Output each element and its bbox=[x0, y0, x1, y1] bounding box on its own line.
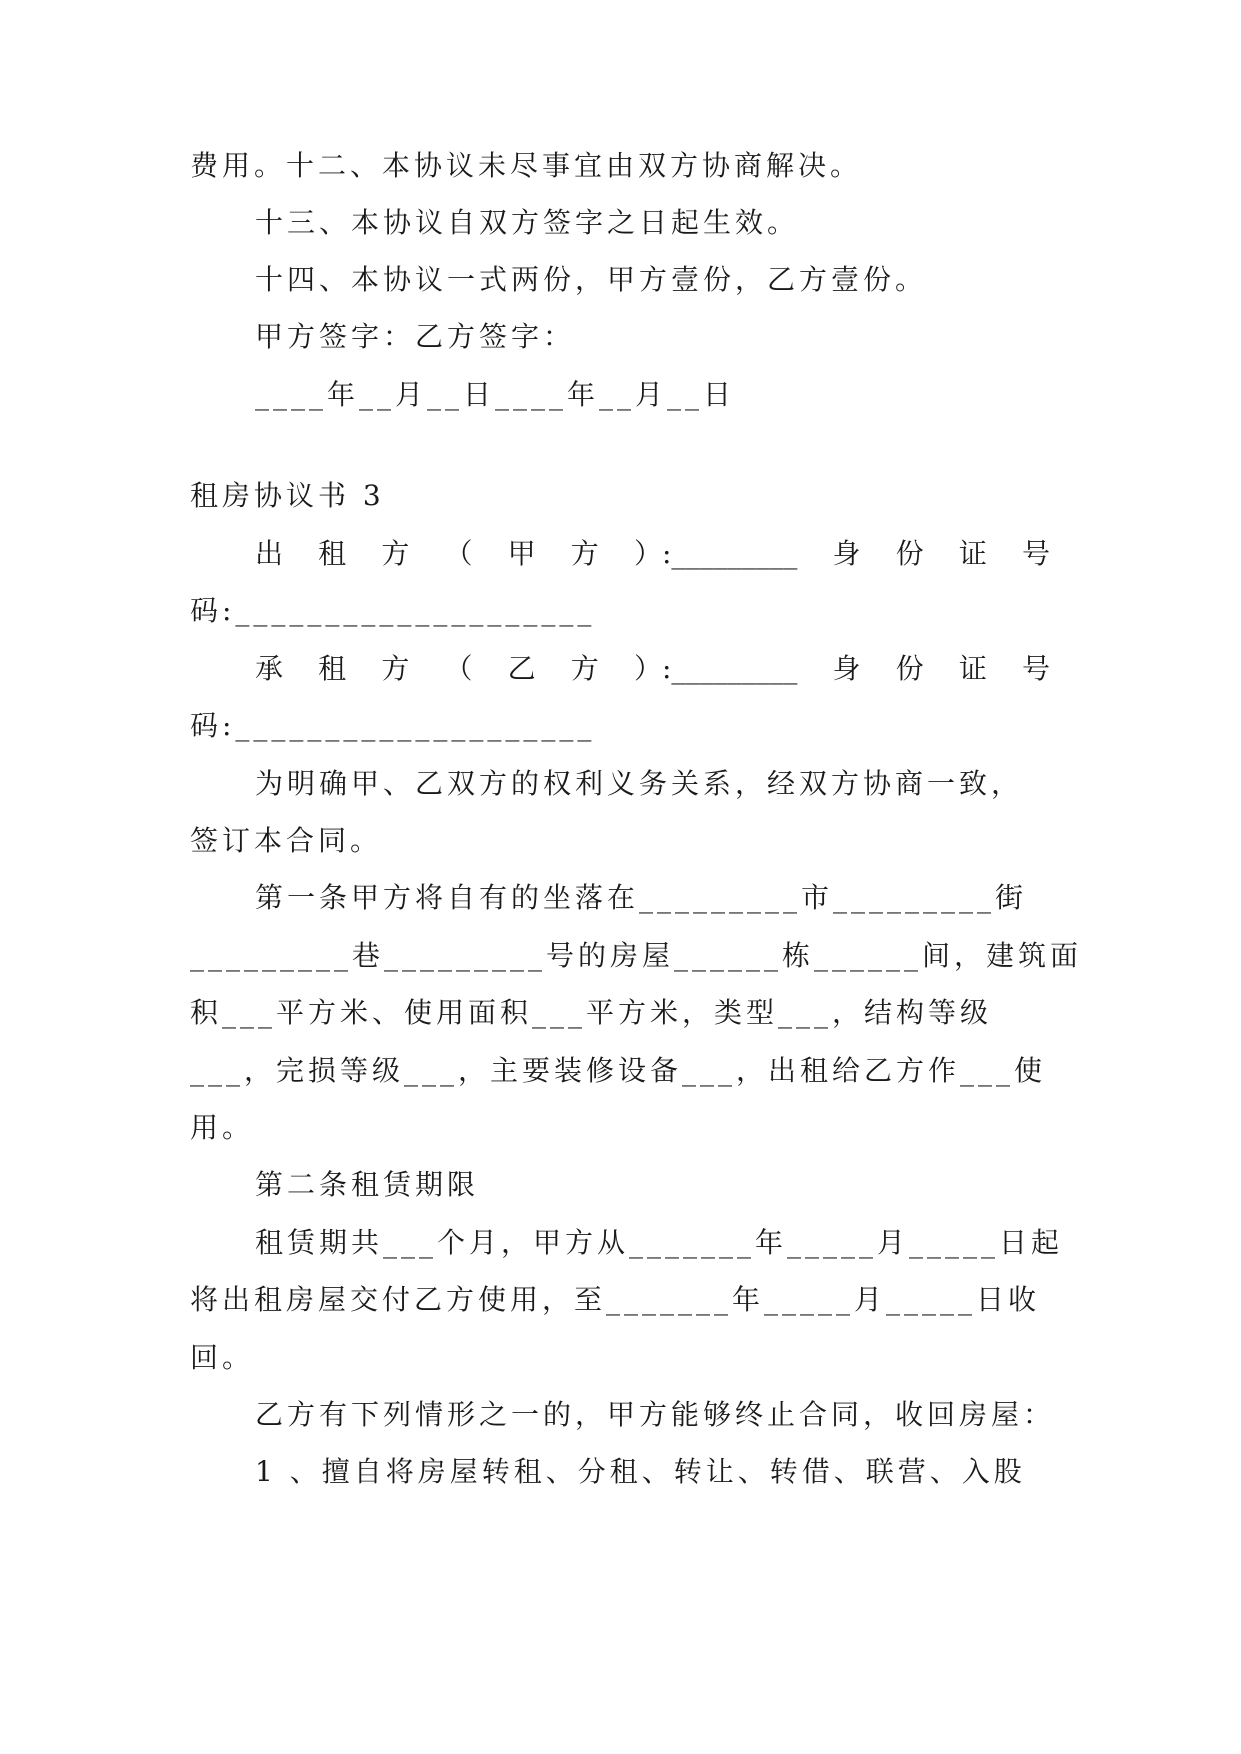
text-line: 第一条甲方将自有的坐落在_________市_________街 bbox=[255, 881, 1028, 914]
lessee-char: 乙 bbox=[507, 652, 536, 685]
lessor-char: 租 bbox=[318, 537, 347, 570]
text-line: 十四、本协议一式两份，甲方壹份，乙方壹份。 bbox=[255, 263, 928, 296]
text-line: 为明确甲、乙双方的权利义务关系，经双方协商一致， bbox=[255, 767, 1024, 800]
lessor-char: 号 bbox=[1021, 537, 1050, 570]
lessor-char: 身 bbox=[832, 537, 861, 570]
text-line: 码:____________________ bbox=[190, 594, 596, 627]
text-line: 用。 bbox=[190, 1111, 255, 1144]
article-heading: 第二条租赁期限 bbox=[255, 1168, 480, 1201]
text-line: 码:____________________ bbox=[190, 709, 596, 742]
lessee-char: （ bbox=[444, 652, 473, 685]
text-line: 租赁期共___个月，甲方从_______年_____月_____日起 bbox=[255, 1226, 1064, 1259]
text-line: 签订本合同。 bbox=[190, 824, 383, 857]
lessor-char: 份 bbox=[895, 537, 924, 570]
text-line: _________巷_________号的房屋______栋______间，建筑面 bbox=[190, 939, 1083, 972]
lessee-char: 承 bbox=[255, 652, 284, 685]
text-line: 1 、擅自将房屋转租、分租、转让、转借、联营、入股 bbox=[255, 1455, 1026, 1488]
lessee-blank: ）:_________ bbox=[633, 652, 798, 685]
lessor-char: 方 bbox=[570, 537, 599, 570]
lessee-char: 身 bbox=[832, 652, 861, 685]
lessor-char: 出 bbox=[255, 537, 284, 570]
lessor-char: 证 bbox=[958, 537, 987, 570]
text-line: ___，完损等级___，主要装修设备___，出租给乙方作___使 bbox=[190, 1054, 1047, 1087]
lessee-char: 证 bbox=[958, 652, 987, 685]
lessor-char: 甲 bbox=[507, 537, 536, 570]
date-line: ____年__月__日____年__月__日 bbox=[255, 378, 736, 411]
text-line: 费用。十二、本协议未尽事宜由双方协商解决。 bbox=[190, 149, 863, 182]
text-line: 回。 bbox=[190, 1341, 255, 1374]
lessee-char: 方 bbox=[381, 652, 410, 685]
text-line: 积___平方米、使用面积___平方米，类型___，结构等级 bbox=[190, 996, 993, 1029]
lessee-line bbox=[255, 649, 1050, 689]
lessee-char: 份 bbox=[895, 652, 924, 685]
lessee-char: 号 bbox=[1021, 652, 1050, 685]
text-line: 甲方签字：乙方签字： bbox=[255, 320, 576, 353]
lessor-char: 方 bbox=[381, 537, 410, 570]
lessor-line bbox=[255, 534, 1050, 574]
lessor-char: （ bbox=[444, 537, 473, 570]
text-line: 乙方有下列情形之一的，甲方能够终止合同，收回房屋： bbox=[255, 1398, 1056, 1431]
lessor-blank: ）:_________ bbox=[633, 537, 798, 570]
lessee-char: 方 bbox=[570, 652, 599, 685]
text-line: 将出租房屋交付乙方使用，至_______年_____月_____日收 bbox=[190, 1283, 1041, 1316]
section-title: 租房协议书 3 bbox=[190, 479, 385, 512]
text-line: 十三、本协议自双方签字之日起生效。 bbox=[255, 206, 800, 239]
lessee-char: 租 bbox=[318, 652, 347, 685]
